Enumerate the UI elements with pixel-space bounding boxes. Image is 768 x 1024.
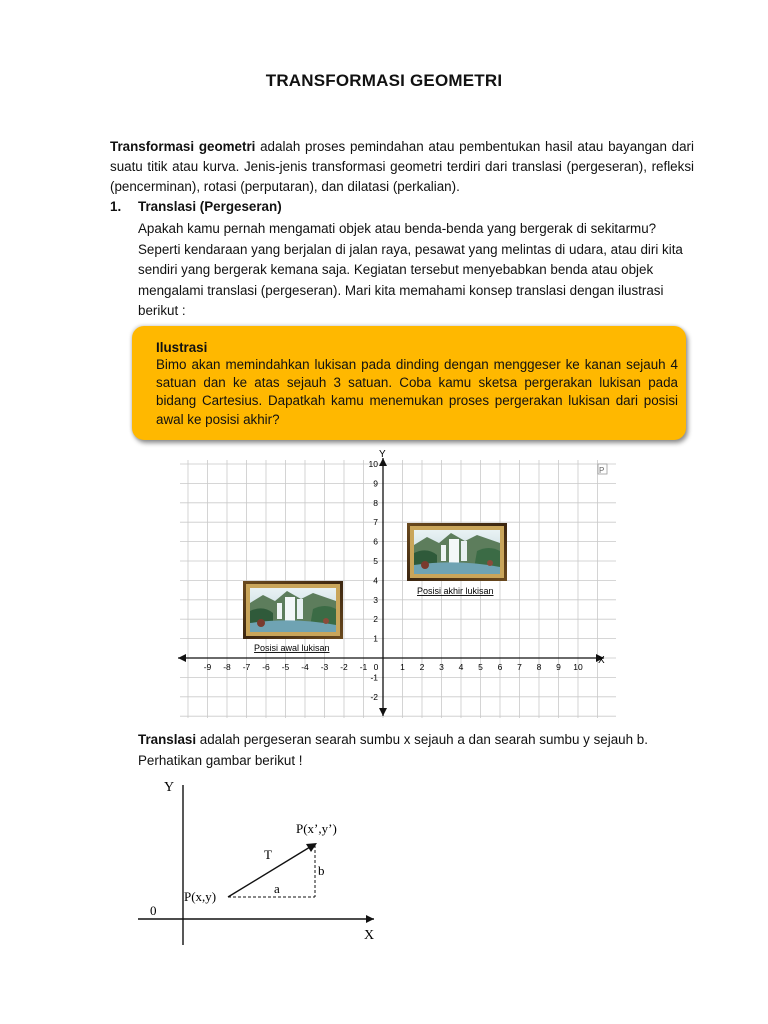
- definition-text: adalah pergeseran searah sumbu x sejauh a dan searah sumbu y sejauh b.: [196, 732, 648, 747]
- y-tick-label: -1: [370, 672, 378, 683]
- x-tick-label: -8: [223, 662, 231, 672]
- section-paragraph: Apakah kamu pernah mengamati objek atau benda-benda yang bergerak di sekitarmu? Seperti kendaraan yang berjalan di jalan raya, pesawat yang melintas di udara, atau diri kita sendiri yang bergerak kemana saja. Kegiatan tersebut menyebabkan benda atau objek mengalami translasi (pergeseran). Mari kita memahami konsep translasi dengan ilustrasi berikut :: [138, 221, 683, 318]
- painting-initial: [243, 581, 343, 639]
- y-tick-label: 7: [373, 517, 378, 528]
- y-axis-label: Y: [379, 449, 386, 460]
- x-tick-label: -7: [242, 662, 251, 672]
- illustration-text: Bimo akan memindahkan lukisan pada dinding dengan menggeser ke kanan sejauh 4 satuan dan ke atas sejauh 3 satuan. Coba kamu sketsa pergerakan lukisan pada bidang Cartesius. Dapatkah kamu menemukan proses pergerakan lukisan dari posisi awal ke posisi akhir?: [156, 357, 678, 427]
- cartesian-graph: [170, 448, 620, 723]
- y-tick-label: 4: [373, 575, 378, 586]
- x-tick-label: 2: [419, 662, 425, 672]
- illustration-title: Ilustrasi: [156, 340, 208, 355]
- painting-final: [407, 523, 507, 581]
- page-title: TRANSFORMASI GEOMETRI: [265, 71, 503, 90]
- x-tick-label: 3: [439, 662, 444, 672]
- y-tick-label: 3: [373, 594, 378, 605]
- translation-diagram: [128, 775, 388, 955]
- corner-icon: [598, 464, 607, 475]
- x-tick-label: -1: [359, 662, 368, 672]
- definition-line2: Perhatikan gambar berikut !: [138, 752, 303, 768]
- intro-paragraph: [110, 137, 694, 197]
- y-tick-label: 2: [373, 614, 378, 625]
- x-tick-label: 1: [400, 662, 405, 672]
- x-tick-label: 8: [536, 662, 542, 672]
- y-tick-label: 6: [373, 536, 378, 547]
- x-tick-label: 4: [458, 662, 464, 672]
- section-number: 1.: [110, 199, 122, 214]
- x-tick-label: -5: [281, 662, 290, 672]
- illustration-box: [132, 326, 686, 440]
- b-label: b: [318, 863, 325, 878]
- a-label: a: [274, 881, 280, 896]
- x-tick-label: -4: [301, 662, 309, 672]
- point-end-label: P(x’,y’): [296, 821, 337, 836]
- y-tick-label: 9: [373, 478, 378, 489]
- intro-term: Transformasi geometri: [110, 139, 256, 154]
- y-tick-label: 8: [373, 497, 378, 508]
- diagram-x-label: X: [364, 928, 375, 943]
- x-tick-label: 10: [573, 662, 583, 672]
- x-tick-label: -2: [340, 662, 348, 672]
- y-tick-label: -2: [370, 691, 378, 702]
- definition-term: Translasi: [138, 732, 197, 747]
- section-title: Translasi (Pergeseran): [138, 199, 282, 214]
- y-tick-label: 5: [373, 556, 378, 566]
- x-tick-label: 0: [373, 662, 379, 672]
- x-tick-label: -6: [262, 662, 270, 672]
- x-tick-label: 9: [556, 662, 561, 672]
- intro-text: adalah proses pemindahan atau pembentukan hasil atau bayangan dari suatu titik atau kurva. Jenis-jenis transformasi geometri terdiri dari translasi (pergeseran), refleksi (pencerminan), rotasi (perputaran), dan dilatasi (perkalian).: [110, 139, 694, 194]
- diagram-origin: 0: [150, 903, 157, 918]
- x-tick-label: 5: [478, 662, 483, 672]
- x-tick-label: 7: [517, 662, 522, 672]
- label-initial-position: Posisi awal lukisan: [254, 643, 330, 653]
- diagram-y-label: Y: [164, 780, 175, 795]
- y-tick-label: 10: [368, 459, 378, 469]
- label-final-position: Posisi akhir lukisan: [417, 586, 494, 596]
- x-axis-label: X: [598, 655, 605, 666]
- point-start-label: P(x,y): [184, 889, 217, 904]
- corner-mark: P: [599, 466, 605, 475]
- y-tick-label: 1: [373, 633, 378, 644]
- x-tick-label: -3: [320, 662, 329, 672]
- x-tick-label: -9: [203, 662, 212, 672]
- definition-paragraph: [138, 730, 698, 771]
- x-tick-label: 6: [497, 662, 503, 672]
- vector-label: T: [264, 847, 272, 862]
